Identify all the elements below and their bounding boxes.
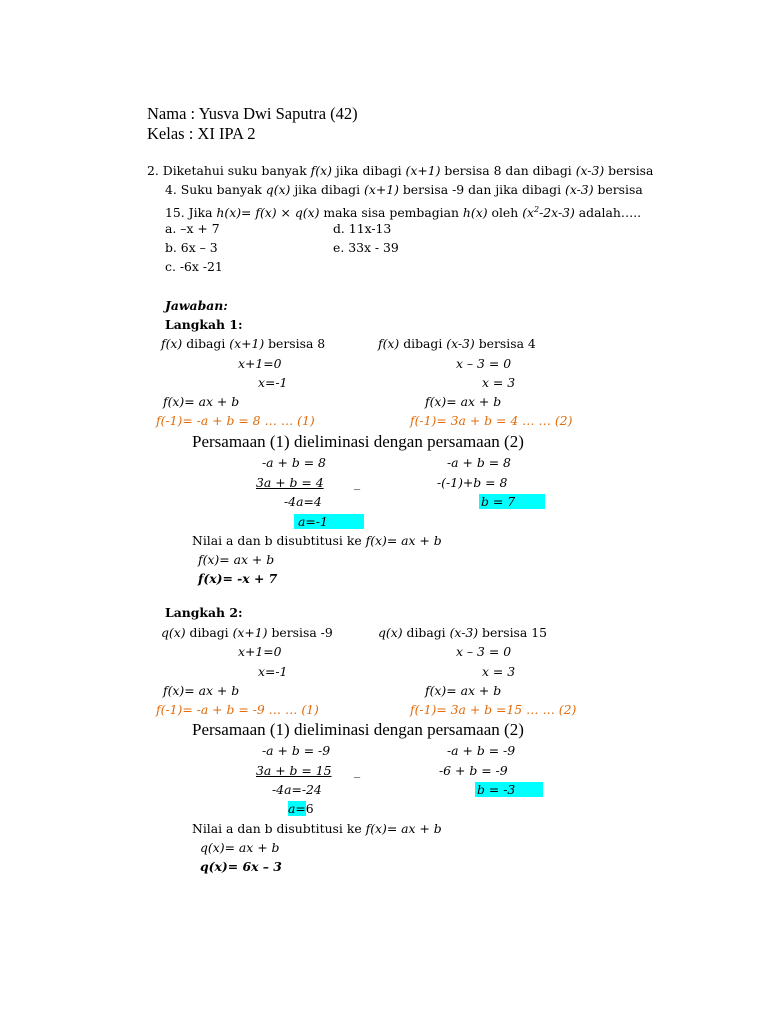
step2-a-result: a=6 [288, 801, 314, 816]
option-e: e. 33x - 39 [333, 240, 399, 255]
step2-left-head: q(x) dibagi (x+1) bersisa -9 [161, 625, 333, 640]
step1-elim-r1: -a + b = 8 [447, 455, 511, 470]
step2-right-eq1: x – 3 = 0 [456, 644, 512, 659]
step1-eq2-orange: f(-1)= 3a + b = 4 … … (2) [410, 413, 573, 428]
option-c: c. -6x -21 [165, 259, 223, 274]
option-a: a. –x + 7 [165, 221, 220, 236]
step2-right-fx: f(x)= ax + b [425, 683, 502, 698]
step1-elim-r2: -(-1)+b = 8 [437, 475, 508, 490]
problem-line-2: 4. Suku banyak q(x) jika dibagi (x+1) bersisa -9 dan jika dibagi (x-3) bersisa [165, 182, 643, 197]
step1-b-result: b = 7 [479, 494, 545, 509]
step2-eq1-orange: f(-1)= -a + b = -9 … … (1) [156, 702, 319, 717]
step1-a-result: a=-1 [294, 514, 364, 529]
step1-right-fx: f(x)= ax + b [425, 394, 502, 409]
problem-line-3: 15. Jika h(x)= f(x) × q(x) maka sisa pembagian h(x) oleh $(x^2-2x-3)$ adalah….. [165, 205, 642, 221]
step2-left-fx: f(x)= ax + b [163, 683, 240, 698]
step1-minus-sign: _ [354, 475, 361, 490]
step1-elim-l1: -a + b = 8 [262, 455, 326, 470]
step2-right-eq2: x = 3 [482, 664, 516, 679]
problem-line-1: 2. Diketahui suku banyak f(x) jika dibagi (x+1) bersisa 8 dan dibagi (x-3) bersisa [147, 163, 654, 178]
step1-left-fx: f(x)= ax + b [163, 394, 240, 409]
step2-eq2-orange: f(-1)= 3a + b =15 … … (2) [410, 702, 577, 717]
step1-right-eq1: x – 3 = 0 [456, 356, 512, 371]
step1-elim-l2: 3a + b = 4 [256, 475, 324, 490]
step2-elim-r1: -a + b = -9 [447, 743, 516, 758]
step1-elim-l3: -4a=4 [284, 494, 322, 509]
step1-eq1-orange: f(-1)= -a + b = 8 … … (1) [156, 413, 315, 428]
student-class: Kelas : XI IPA 2 [147, 124, 256, 143]
step2-elim-l2: 3a + b = 15 [256, 763, 332, 778]
step1-right-eq2: x = 3 [482, 375, 516, 390]
step2-elim-title: Persamaan (1) dieliminasi dengan persamaan (2) [192, 720, 524, 739]
step2-left-eq1: x+1=0 [238, 644, 282, 659]
answer-label: Jawaban: [165, 298, 228, 313]
option-b: b. 6x – 3 [165, 240, 218, 255]
step1-left-eq1: x+1=0 [238, 356, 282, 371]
step2-subst: Nilai a dan b disubtitusi ke f(x)= ax + b [192, 821, 442, 836]
step2-title: Langkah 2: [165, 605, 243, 620]
step2-elim-l1: -a + b = -9 [262, 743, 331, 758]
step2-right-head: q(x) dibagi (x-3) bersisa 15 [378, 625, 548, 640]
step2-minus-sign: _ [354, 763, 361, 778]
option-d: d. 11x-13 [333, 221, 392, 236]
step1-left-eq2: x=-1 [258, 375, 288, 390]
step1-result1: f(x)= ax + b [198, 552, 275, 567]
student-name: Nama : Yusva Dwi Saputra (42) [147, 104, 358, 123]
step1-result2: f(x)= -x + 7 [198, 571, 278, 586]
step2-result1: q(x)= ax + b [200, 840, 280, 855]
step1-elim-title: Persamaan (1) dieliminasi dengan persamaan (2) [192, 432, 524, 451]
step1-title: Langkah 1: [165, 317, 243, 332]
step1-right-head: f(x) dibagi (x-3) bersisa 4 [378, 336, 536, 351]
step2-b-result: b = -3 [475, 782, 543, 797]
step2-result2: q(x)= 6x – 3 [200, 859, 282, 874]
problem-number: 2. [147, 163, 159, 178]
step1-left-head: f(x) dibagi (x+1) bersisa 8 [161, 336, 326, 351]
step2-elim-l3: -4a=-24 [272, 782, 322, 797]
step1-subst: Nilai a dan b disubtitusi ke f(x)= ax + b [192, 533, 442, 548]
step2-left-eq2: x=-1 [258, 664, 288, 679]
step2-elim-r2: -6 + b = -9 [439, 763, 508, 778]
